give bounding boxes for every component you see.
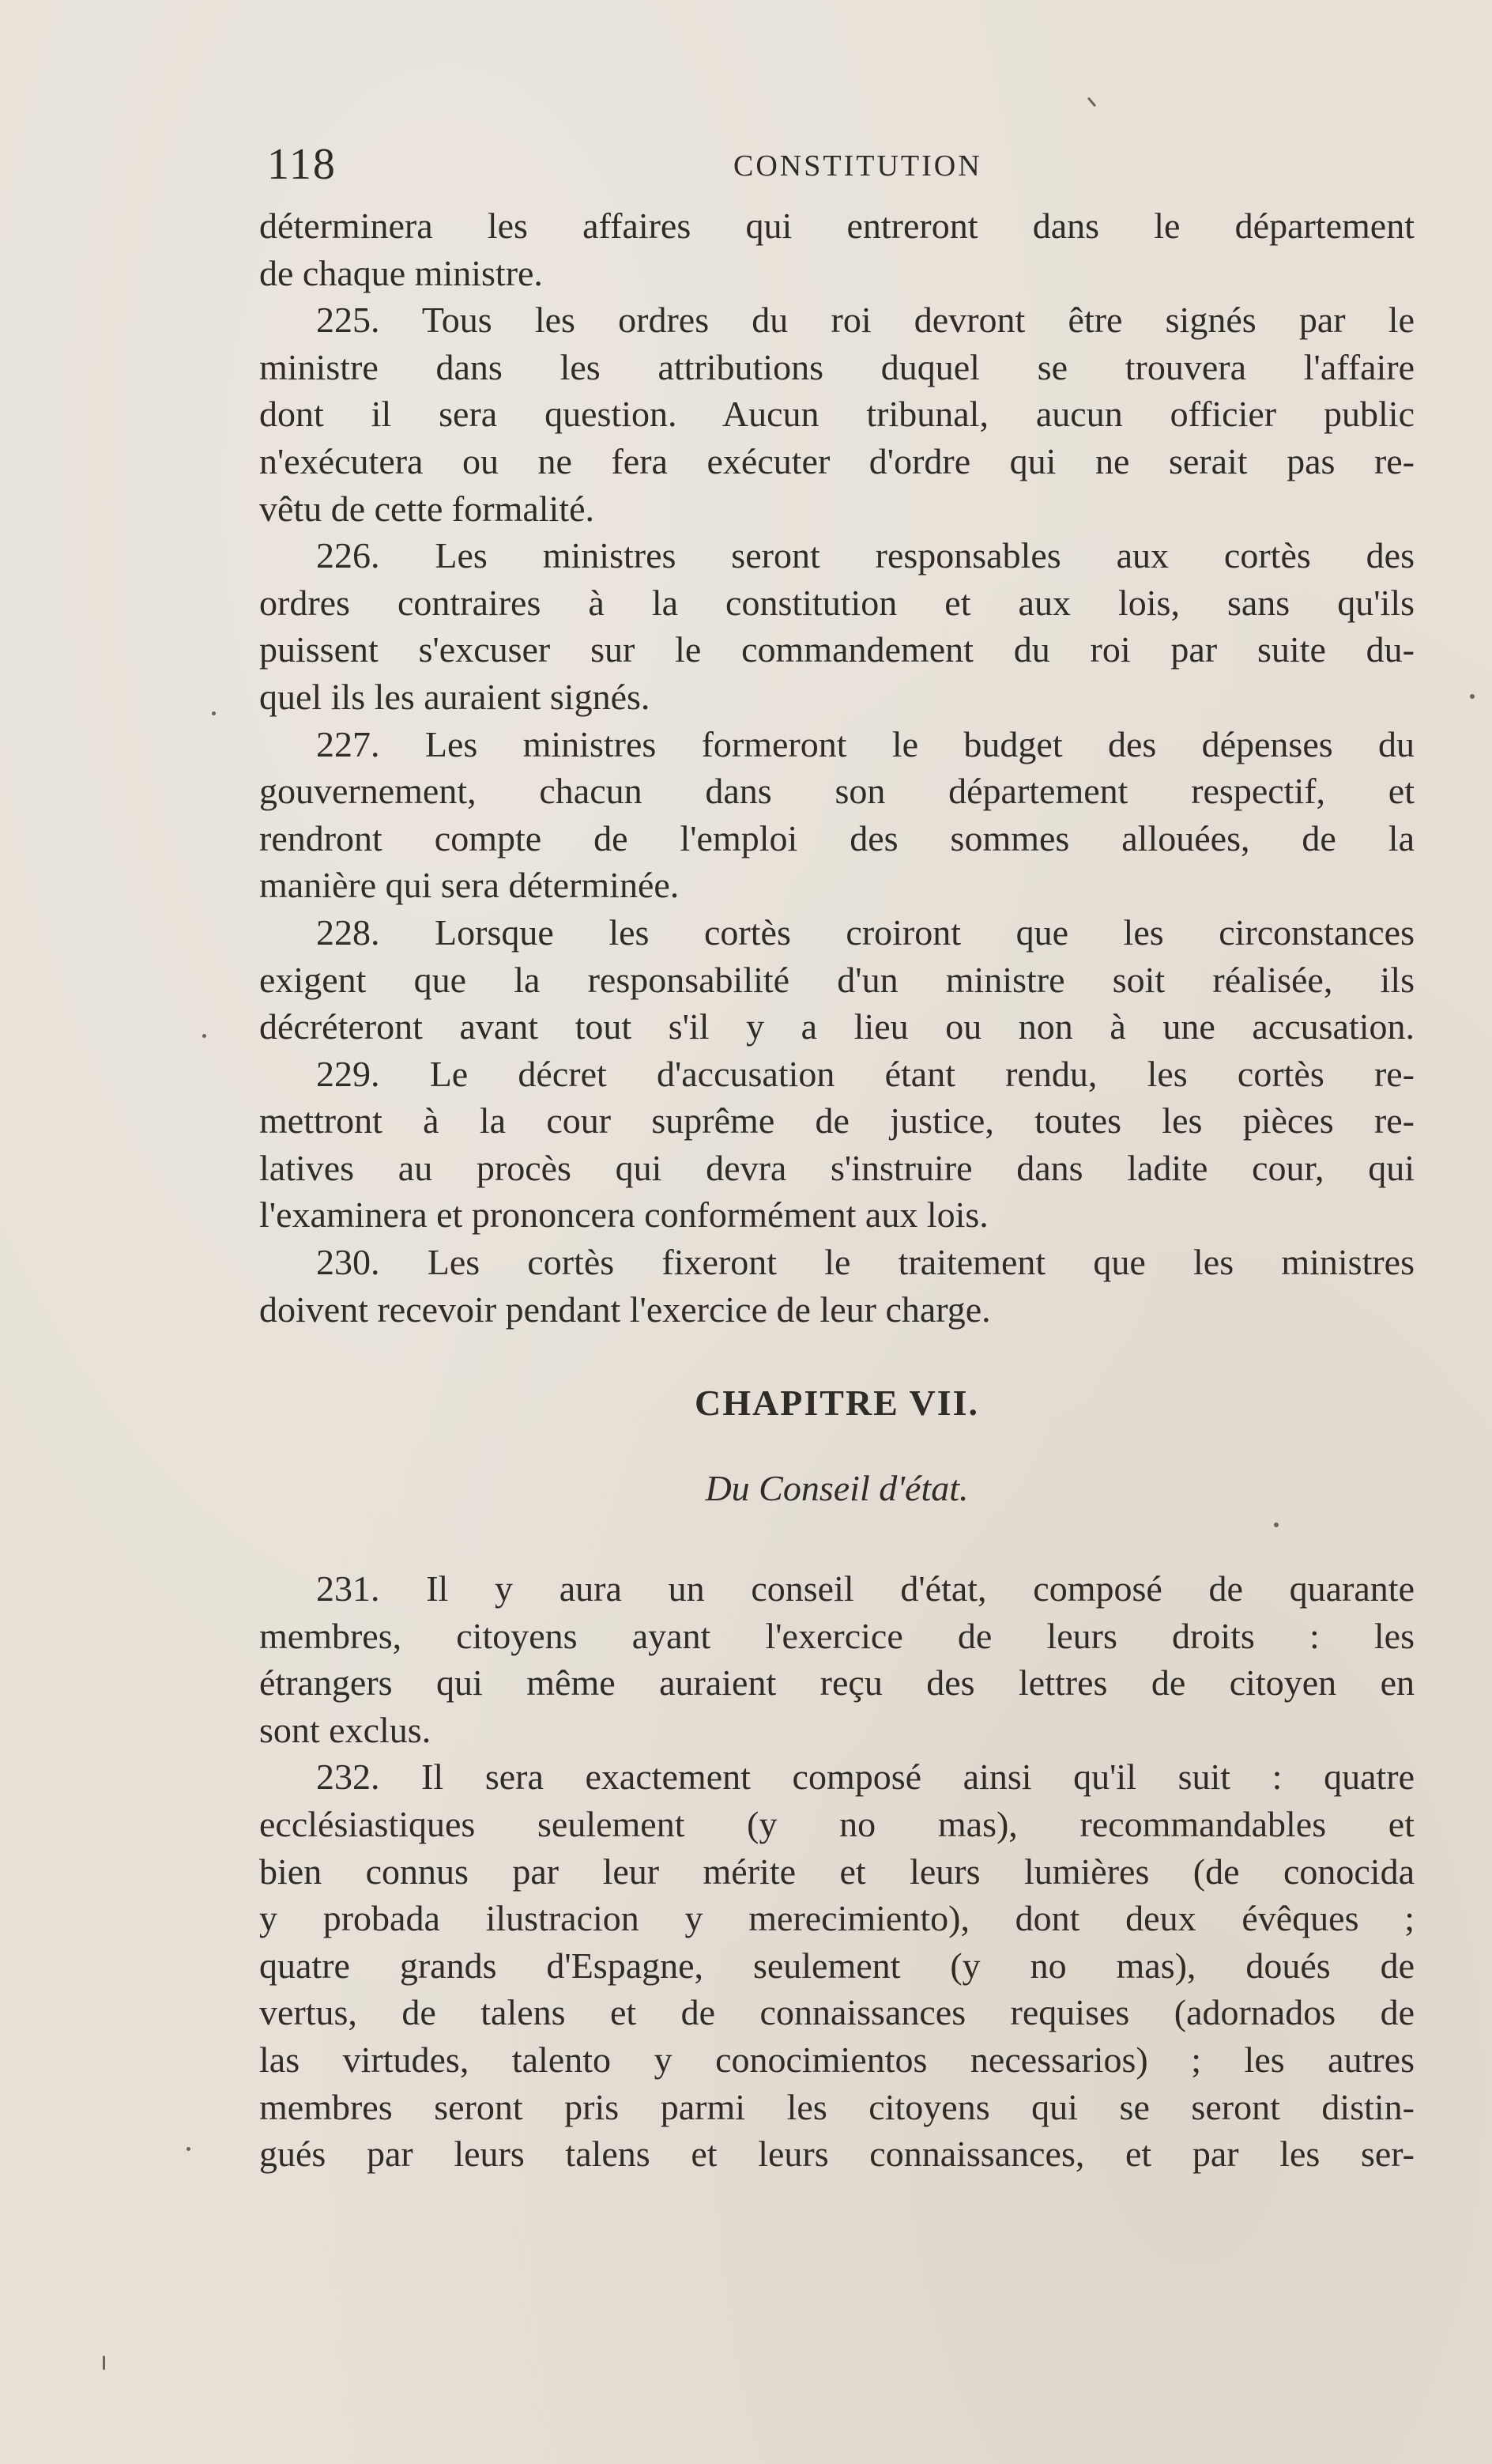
text-line: bien connus par leur mérite et leurs lumières (de conocida: [259, 1851, 1415, 1892]
paper-speck: [202, 1034, 206, 1038]
text-line: mettront à la cour suprême de justice, toutes les pièces re-: [259, 1100, 1415, 1141]
page-number: 118: [267, 140, 337, 189]
text-line: ecclésiastiques seulement (y no mas), recommandables et: [259, 1803, 1415, 1844]
text-line: déterminera les affaires qui entreront dans le département: [259, 206, 1415, 246]
text-line: manière qui sera déterminée.: [259, 865, 680, 906]
text-line: gouvernement, chacun dans son département respectif, et: [259, 771, 1415, 812]
paper-speck: [1470, 694, 1475, 699]
text-line: 227. Les ministres formeront le budget des dépenses du: [316, 723, 1415, 764]
text-line: n'exécutera ou ne fera exécuter d'ordre qui ne serait pas re-: [259, 440, 1415, 481]
text-line: ordres contraires à la constitution et aux lois, sans qu'ils: [259, 582, 1415, 623]
paper-speck: [186, 2147, 190, 2151]
text-line: 231. Il y aura un conseil d'état, composé de quarante: [316, 1568, 1415, 1609]
paper-speck: [1274, 1523, 1279, 1527]
text-line: exigent que la responsabilité d'un ministre soit réalisée, ils: [259, 959, 1415, 1000]
text-line: 230. Les cortès fixeront le traitement que les ministres: [316, 1242, 1415, 1283]
text-line: las virtudes, talento y conocimientos necessarios) ; les autres: [259, 2039, 1415, 2080]
text-line: doivent recevoir pendant l'exercice de leur charge.: [259, 1289, 991, 1330]
text-line: dont il sera question. Aucun tribunal, aucun officier public: [259, 394, 1415, 435]
text-line: 228. Lorsque les cortès croiront que les circonstances: [316, 911, 1415, 953]
page-header: [267, 139, 1415, 194]
text-line: y probada ilustracion y merecimiento), dont deux évêques ;: [259, 1898, 1415, 1939]
text-line: sont exclus.: [259, 1709, 431, 1750]
text-line: 232. Il sera exactement composé ainsi qu'il suit : quatre: [316, 1756, 1415, 1798]
chapter-subtitle: Du Conseil d'état.: [705, 1468, 969, 1508]
chapter-title: CHAPITRE VII.: [695, 1383, 979, 1423]
text-line: puissent s'excuser sur le commandement du roi par suite du-: [259, 629, 1415, 670]
text-line: vêtu de cette formalité.: [259, 488, 595, 529]
running-head: CONSTITUTION: [733, 149, 982, 183]
paper-speck: [1087, 97, 1096, 108]
text-line: l'examinera et prononcera conformément aux lois.: [259, 1194, 989, 1236]
body-text-section-two: [259, 1565, 1415, 2178]
text-line: latives au procès qui devra s'instruire dans ladite cour, qui: [259, 1147, 1415, 1188]
text-line: 226. Les ministres seront responsables aux cortès des: [316, 535, 1415, 576]
text-line: quel ils les auraient signés.: [259, 676, 650, 717]
text-line: membres, citoyens ayant l'exercice de leurs droits : les: [259, 1615, 1415, 1656]
text-line: gués par leurs talens et leurs connaissances, et par les ser-: [259, 2134, 1415, 2175]
text-line: étrangers qui même auraient reçu des lettres de citoyen en: [259, 1662, 1415, 1704]
text-line: membres seront pris parmi les citoyens qui se seront distin-: [259, 2086, 1415, 2127]
text-line: de chaque ministre.: [259, 252, 543, 293]
text-line: 225. Tous les ordres du roi devront être signés par le: [316, 300, 1415, 341]
paper-speck: [103, 2356, 105, 2370]
text-line: rendront compte de l'emploi des sommes allouées, de la: [259, 817, 1415, 858]
text-line: ministre dans les attributions duquel se trouvera l'affaire: [259, 346, 1415, 387]
text-line: quatre grands d'Espagne, seulement (y no mas), doués de: [259, 1945, 1415, 1986]
text-line: vertus, de talens et de connaissances requises (adornados de: [259, 1992, 1415, 2033]
text-line: décréteront avant tout s'il y a lieu ou non à une accusation.: [259, 1006, 1415, 1047]
text-line: 229. Le décret d'accusation étant rendu, les cortès re-: [316, 1053, 1415, 1094]
body-text-section-one: [259, 202, 1415, 1333]
paper-speck: [212, 711, 216, 715]
